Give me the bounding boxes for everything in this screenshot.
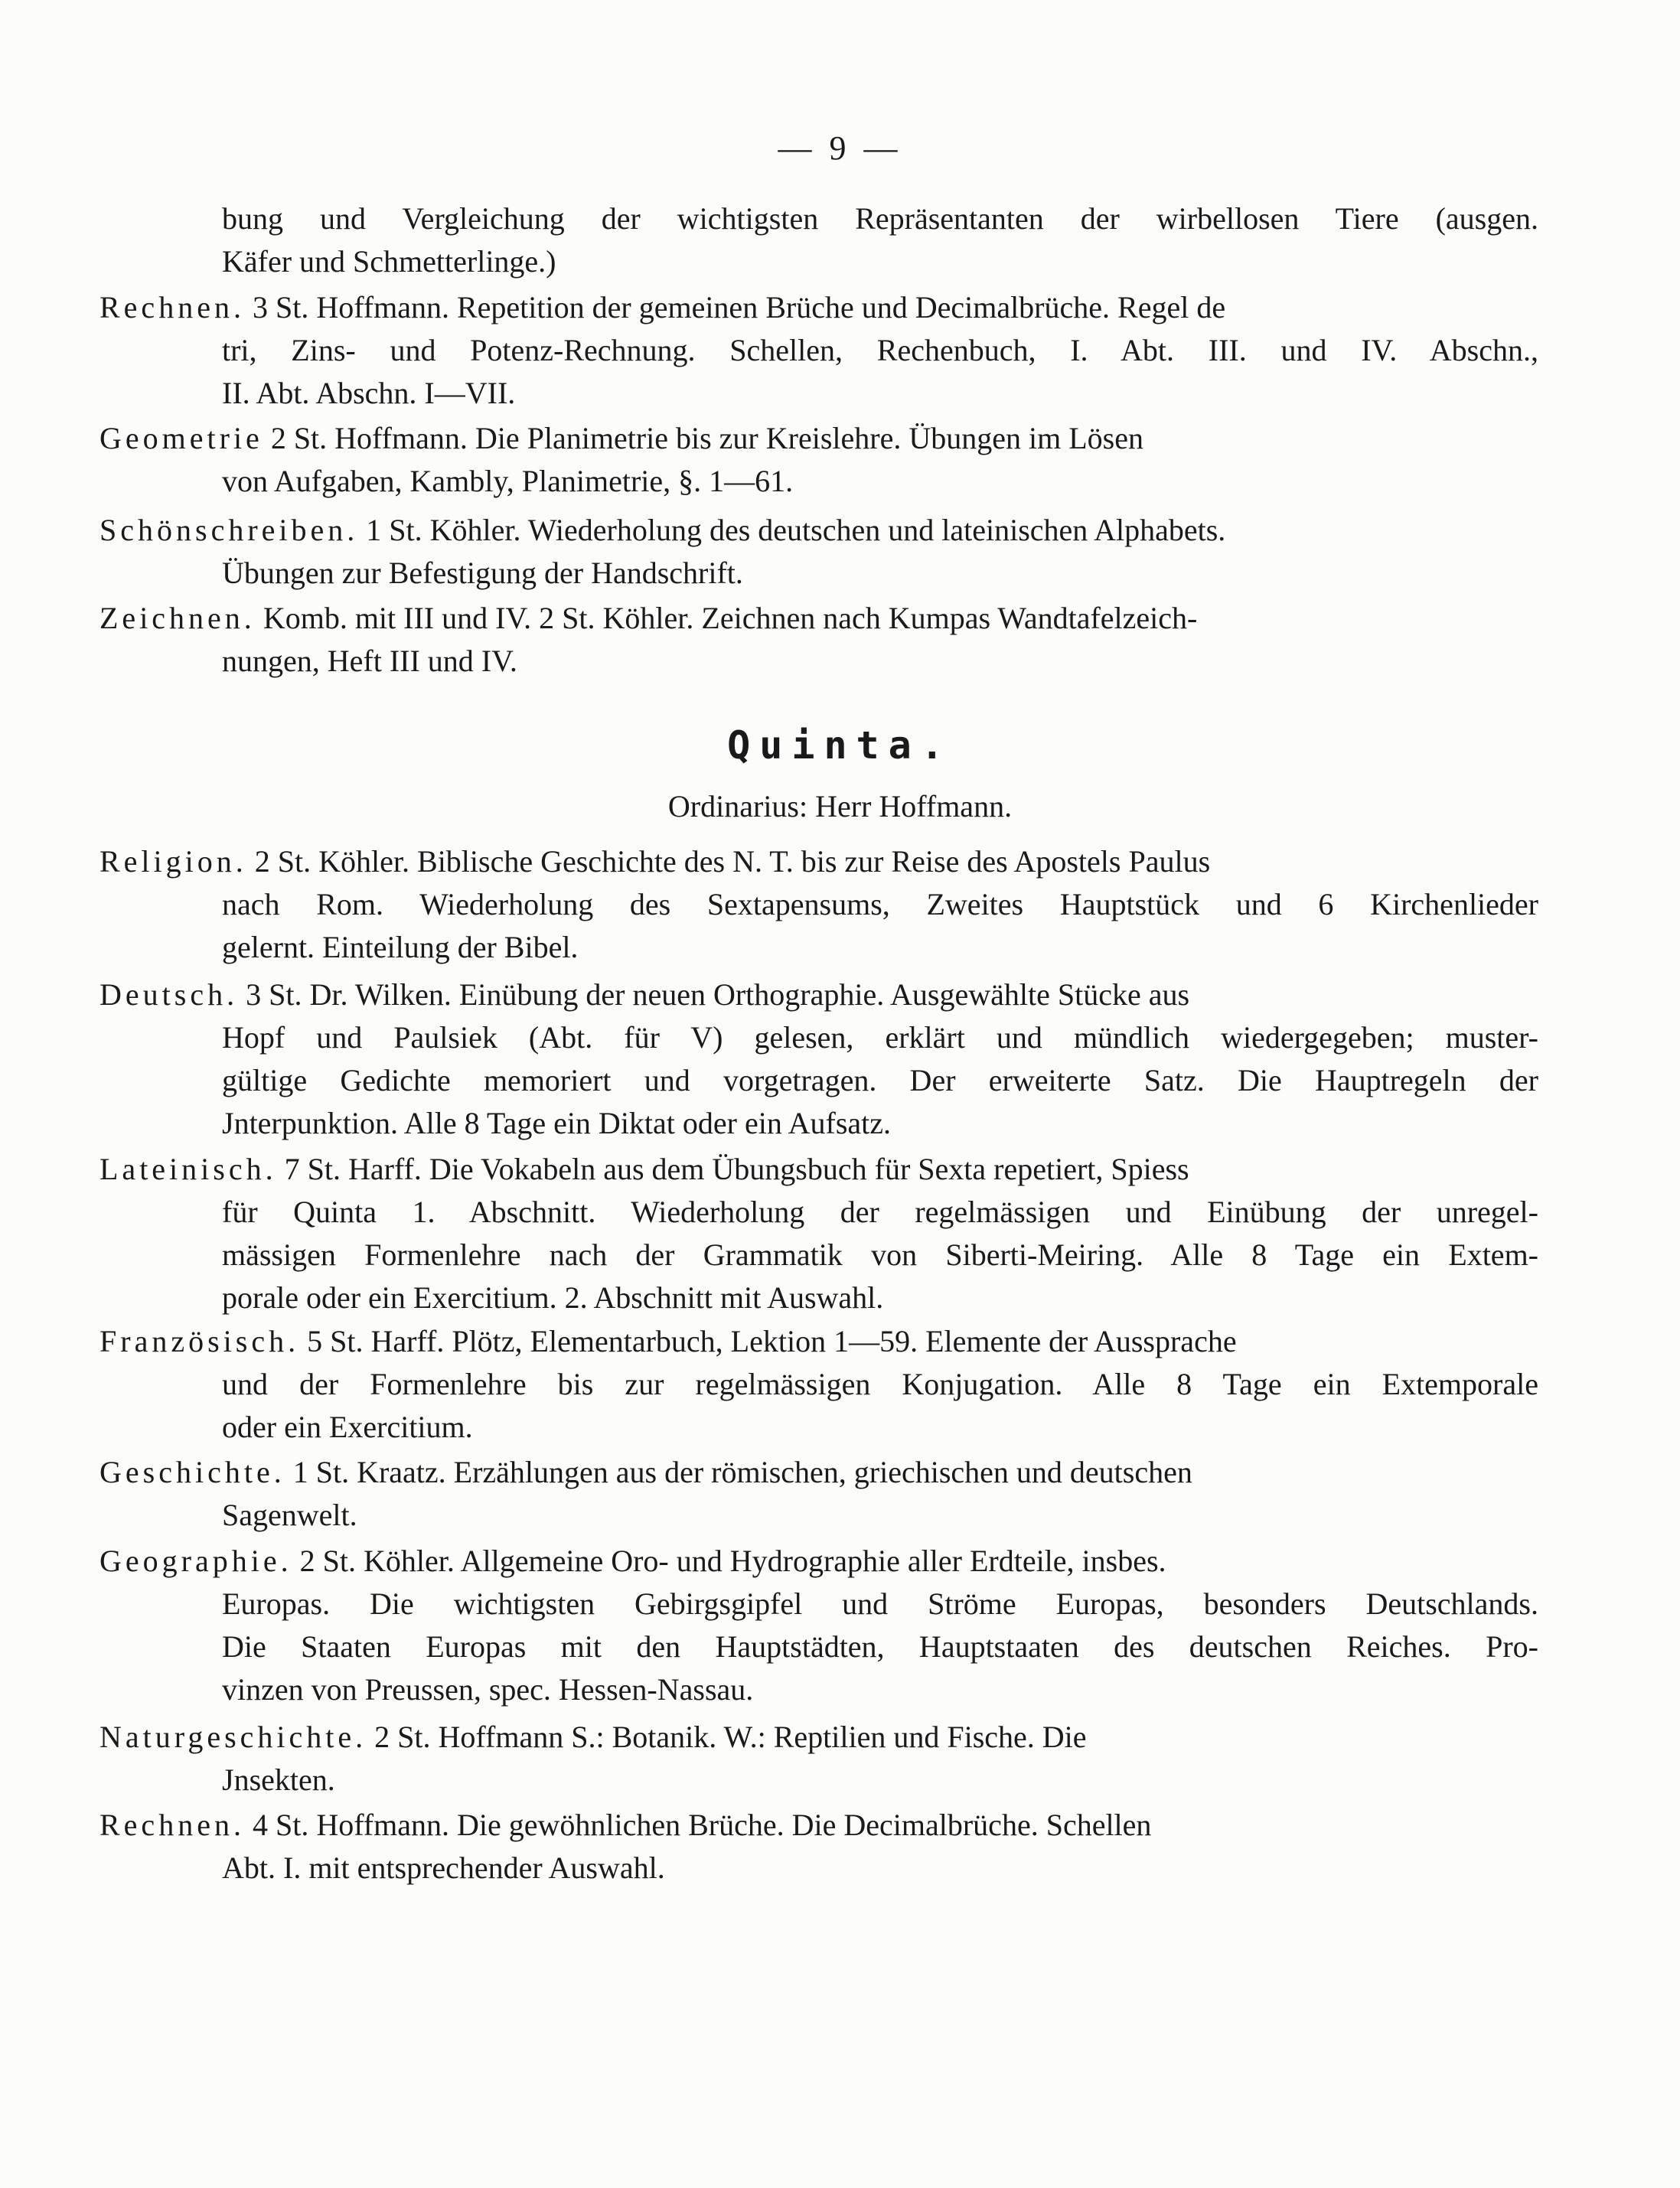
entry-line: nungen, Heft III und IV. — [222, 644, 517, 678]
entry-line: porale oder ein Exercitium. 2. Abschnitt mit Auswahl. — [222, 1280, 884, 1315]
subject-label: Lateinisch. — [99, 1152, 277, 1186]
entry-line: 3 St. Dr. Wilken. Einübung der neuen Orthographie. Ausgewählte Stücke aus — [246, 977, 1190, 1012]
entry-line: von Aufgaben, Kambly, Planimetrie, §. 1—61. — [222, 464, 794, 498]
entry-line: Komb. mit III und IV. 2 St. Köhler. Zeichnen nach Kumpas Wandtafelzeich- — [263, 601, 1198, 635]
entry-line: für Quinta 1. Abschnitt. Wiederholung der regelmässigen und Einübung der unregel- — [222, 1195, 1538, 1229]
subject-label: Deutsch. — [99, 977, 239, 1012]
subject-label: Schönschreiben. — [99, 513, 359, 547]
subject-label: Naturgeschichte. — [99, 1720, 367, 1754]
entry-line: oder ein Exercitium. — [222, 1410, 473, 1444]
page-number: — 9 — — [778, 129, 902, 167]
entry-line: Käfer und Schmetterlinge.) — [222, 244, 556, 279]
entry-line: mässigen Formenlehre nach der Grammatik von Siberti-Meiring. Alle 8 Tage ein Extem- — [222, 1237, 1538, 1272]
ordinarius-line: Ordinarius: Herr Hoffmann. — [667, 789, 1013, 823]
entry-line: 3 St. Hoffmann. Repetition der gemeinen Brüche und Decimalbrüche. Regel de — [252, 290, 1226, 324]
entry-line: vinzen von Preussen, spec. Hessen-Nassau. — [222, 1672, 754, 1707]
entry-line: 4 St. Hoffmann. Die gewöhnlichen Brüche. Die Decimalbrüche. Schellen — [252, 1808, 1152, 1842]
subject-label: Geographie. — [99, 1544, 292, 1578]
entry-line: gültige Gedichte memoriert und vorgetragen. Der erweiterte Satz. Die Hauptregeln der — [222, 1063, 1538, 1097]
entry-line: 2 St. Hoffmann S.: Botanik. W.: Reptilien und Fische. Die — [374, 1720, 1087, 1754]
entry-line: Jnterpunktion. Alle 8 Tage ein Diktat oder ein Aufsatz. — [222, 1106, 892, 1140]
subject-label: Religion. — [99, 844, 247, 879]
subject-label: Französisch. — [99, 1324, 300, 1358]
subject-label: Zeichnen. — [99, 601, 256, 635]
entry-line: 2 St. Köhler. Biblische Geschichte des N. T. bis zur Reise des Apostels Paulus — [254, 844, 1211, 879]
subject-label: Rechnen. — [99, 1808, 245, 1842]
entry-line: Übungen zur Befestigung der Handschrift. — [222, 556, 743, 590]
entry-line: 7 St. Harff. Die Vokabeln aus dem Übungsbuch für Sexta repetiert, Spiess — [284, 1152, 1189, 1186]
entry-line: 2 St. Köhler. Allgemeine Oro- und Hydrographie aller Erdteile, insbes. — [299, 1544, 1166, 1578]
subject-label: Geometrie — [99, 421, 263, 455]
subject-label: Geschichte. — [99, 1455, 285, 1489]
entry-line: gelernt. Einteilung der Bibel. — [222, 930, 579, 964]
entry-line: Die Staaten Europas mit den Hauptstädten, Hauptstaaten des deutschen Reiches. Pro- — [222, 1629, 1538, 1664]
entry-line: 1 St. Köhler. Wiederholung des deutschen und lateinischen Alphabets. — [366, 513, 1226, 547]
entry-line: nach Rom. Wiederholung des Sextapensums, Zweites Hauptstück und 6 Kirchenlieder — [222, 887, 1538, 921]
entry-line: Sagenwelt. — [222, 1498, 357, 1532]
entry-line: II. Abt. Abschn. I—VII. — [222, 376, 516, 410]
section-heading-quinta: Quinta. — [727, 723, 953, 768]
entry-line: und der Formenlehre bis zur regelmässigen Konjugation. Alle 8 Tage ein Extemporale — [222, 1367, 1538, 1401]
entry-line: 5 St. Harff. Plötz, Elementarbuch, Lektion 1—59. Elemente der Aussprache — [307, 1324, 1237, 1358]
entry-line: bung und Vergleichung der wichtigsten Repräsentanten der wirbellosen Tiere (ausgen. — [222, 201, 1538, 236]
entry-line: 1 St. Kraatz. Erzählungen aus der römischen, griechischen und deutschen — [292, 1455, 1192, 1489]
entry-line: tri, Zins- und Potenz-Rechnung. Schellen, Rechenbuch, I. Abt. III. und IV. Abschn., — [222, 333, 1538, 367]
entry-line: Jnsekten. — [222, 1762, 335, 1797]
entry-line: 2 St. Hoffmann. Die Planimetrie bis zur Kreislehre. Übungen im Lösen — [270, 421, 1143, 455]
subject-label: Rechnen. — [99, 290, 245, 324]
entry-line: Hopf und Paulsiek (Abt. für V) gelesen, erklärt und mündlich wiedergegeben; muster- — [222, 1020, 1538, 1055]
entry-line: Abt. I. mit entsprechender Auswahl. — [222, 1851, 665, 1885]
entry-line: Europas. Die wichtigsten Gebirgsgipfel und Ströme Europas, besonders Deutschlands. — [222, 1586, 1538, 1621]
